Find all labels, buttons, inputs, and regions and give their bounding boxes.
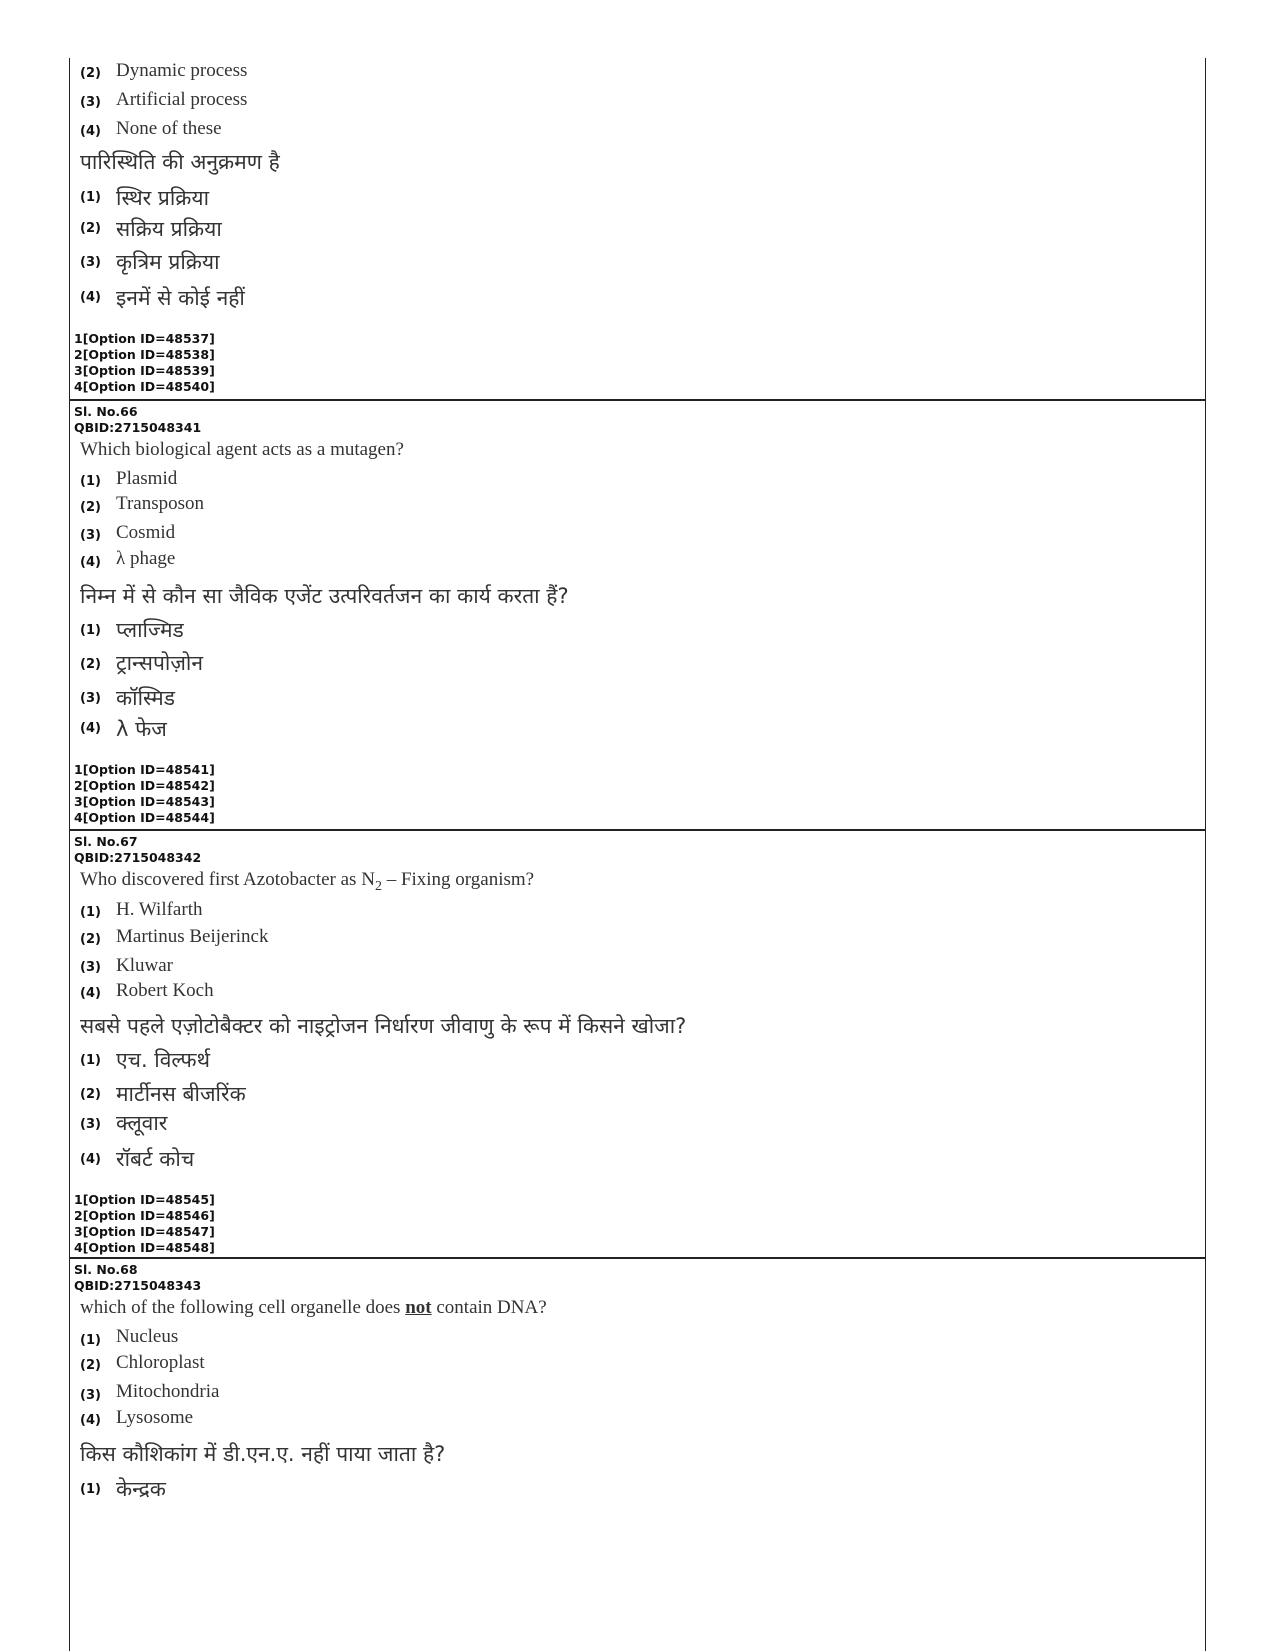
option-number: (3) bbox=[80, 1117, 101, 1132]
option-text: Kluwar bbox=[116, 955, 173, 976]
option-text: Artificial process bbox=[116, 89, 248, 110]
option-id: 4[Option ID=48544] bbox=[74, 810, 215, 825]
option-text: स्थिर प्रक्रिया bbox=[116, 186, 210, 210]
option-number: (3) bbox=[80, 960, 101, 975]
option-text: Chloroplast bbox=[116, 1352, 205, 1373]
option-id: 1[Option ID=48541] bbox=[74, 762, 215, 777]
option-text: कॉस्मिड bbox=[116, 686, 175, 710]
question-divider bbox=[70, 829, 1205, 831]
option-number: (1) bbox=[80, 474, 101, 489]
option-id: 4[Option ID=48548] bbox=[74, 1240, 215, 1255]
option-text: ट्रान्सपोज़ोन bbox=[116, 651, 204, 675]
option-number: (4) bbox=[80, 986, 101, 1001]
option-number: (1) bbox=[80, 1482, 101, 1497]
question-text-english: which of the following cell organelle does not contain DNA? bbox=[80, 1297, 547, 1318]
option-text: λ फेज bbox=[116, 717, 167, 741]
option-text: एच. विल्फर्थ bbox=[116, 1048, 211, 1072]
option-number: (1) bbox=[80, 190, 101, 205]
option-number: (4) bbox=[80, 124, 101, 139]
option-number: (4) bbox=[80, 555, 101, 570]
question-text-english: Which biological agent acts as a mutagen? bbox=[80, 439, 404, 460]
option-text: H. Wilfarth bbox=[116, 899, 203, 920]
option-id: 2[Option ID=48546] bbox=[74, 1208, 215, 1223]
option-text: प्लाज्मिड bbox=[116, 618, 184, 642]
question-paper-page bbox=[69, 58, 1206, 1651]
option-number: (3) bbox=[80, 95, 101, 110]
qbid: QBID:2715048343 bbox=[74, 1278, 202, 1293]
option-number: (1) bbox=[80, 1053, 101, 1068]
serial-number: Sl. No.68 bbox=[74, 1262, 138, 1277]
option-id: 3[Option ID=48543] bbox=[74, 794, 215, 809]
option-text: Dynamic process bbox=[116, 60, 248, 81]
option-id: 2[Option ID=48538] bbox=[74, 347, 215, 362]
option-number: (3) bbox=[80, 691, 101, 706]
option-id-list bbox=[74, 331, 215, 395]
option-id-list bbox=[74, 1192, 215, 1256]
question-text-english: Who discovered first Azotobacter as $N_2$ – Fixing organism? bbox=[80, 869, 535, 894]
option-number: (2) bbox=[80, 221, 101, 236]
option-text: Mitochondria bbox=[116, 1381, 220, 1402]
option-number: (4) bbox=[80, 1152, 101, 1167]
option-number: (1) bbox=[80, 1333, 101, 1348]
option-text: Martinus Beijerinck bbox=[116, 926, 269, 947]
option-text: क्लूवार bbox=[116, 1111, 168, 1135]
option-text: कृत्रिम प्रक्रिया bbox=[116, 250, 220, 274]
question-divider bbox=[70, 399, 1205, 401]
question-text-hindi: पारिस्थिति की अनुक्रमण है bbox=[80, 150, 280, 174]
option-number: (2) bbox=[80, 66, 101, 81]
question-text-hindi: निम्न में से कौन सा जैविक एजेंट उत्परिवर्तजन का कार्य करता हैं? bbox=[80, 584, 569, 608]
option-text: सक्रिय प्रक्रिया bbox=[116, 217, 222, 241]
qbid: QBID:2715048341 bbox=[74, 420, 202, 435]
option-number: (2) bbox=[80, 657, 101, 672]
option-number: (2) bbox=[80, 1087, 101, 1102]
option-number: (2) bbox=[80, 1358, 101, 1373]
option-number: (1) bbox=[80, 905, 101, 920]
option-id: 3[Option ID=48547] bbox=[74, 1224, 215, 1239]
option-number: (4) bbox=[80, 721, 101, 736]
option-text: Nucleus bbox=[116, 1326, 179, 1347]
option-id: 1[Option ID=48537] bbox=[74, 331, 215, 346]
option-number: (2) bbox=[80, 932, 101, 947]
option-id-list bbox=[74, 762, 215, 826]
emphasis-not: not bbox=[405, 1297, 432, 1318]
option-number: (1) bbox=[80, 623, 101, 638]
option-text: रॉबर्ट कोच bbox=[116, 1147, 195, 1171]
option-text: Robert Koch bbox=[116, 980, 214, 1001]
option-text: None of these bbox=[116, 118, 222, 139]
option-number: (4) bbox=[80, 1413, 101, 1428]
question-divider bbox=[70, 1257, 1205, 1259]
serial-number: Sl. No.66 bbox=[74, 404, 138, 419]
option-text: Transposon bbox=[116, 493, 204, 514]
serial-number: Sl. No.67 bbox=[74, 834, 138, 849]
option-id: 3[Option ID=48539] bbox=[74, 363, 215, 378]
option-text: λ phage bbox=[116, 548, 176, 569]
option-text: केन्द्रक bbox=[116, 1477, 166, 1501]
question-text-hindi: किस कौशिकांग में डी.एन.ए. नहीं पाया जाता है? bbox=[80, 1442, 446, 1466]
option-id: 4[Option ID=48540] bbox=[74, 379, 215, 394]
subscript: 2 bbox=[374, 878, 382, 894]
option-text: इनमें से कोई नहीं bbox=[116, 286, 245, 310]
option-number: (2) bbox=[80, 500, 101, 515]
option-number: (3) bbox=[80, 528, 101, 543]
option-text: Lysosome bbox=[116, 1407, 194, 1428]
option-id: 2[Option ID=48542] bbox=[74, 778, 215, 793]
option-text: Cosmid bbox=[116, 522, 176, 543]
option-number: (3) bbox=[80, 1388, 101, 1403]
option-number: (3) bbox=[80, 255, 101, 270]
option-id: 1[Option ID=48545] bbox=[74, 1192, 215, 1207]
question-text-hindi: सबसे पहले एज़ोटोबैक्टर को नाइट्रोजन निर्धारण जीवाणु के रूप में किसने खोजा? bbox=[80, 1014, 687, 1038]
option-text: मार्टीनस बीजरिंक bbox=[116, 1082, 246, 1106]
option-number: (4) bbox=[80, 290, 101, 305]
qbid: QBID:2715048342 bbox=[74, 850, 202, 865]
option-text: Plasmid bbox=[116, 468, 178, 489]
